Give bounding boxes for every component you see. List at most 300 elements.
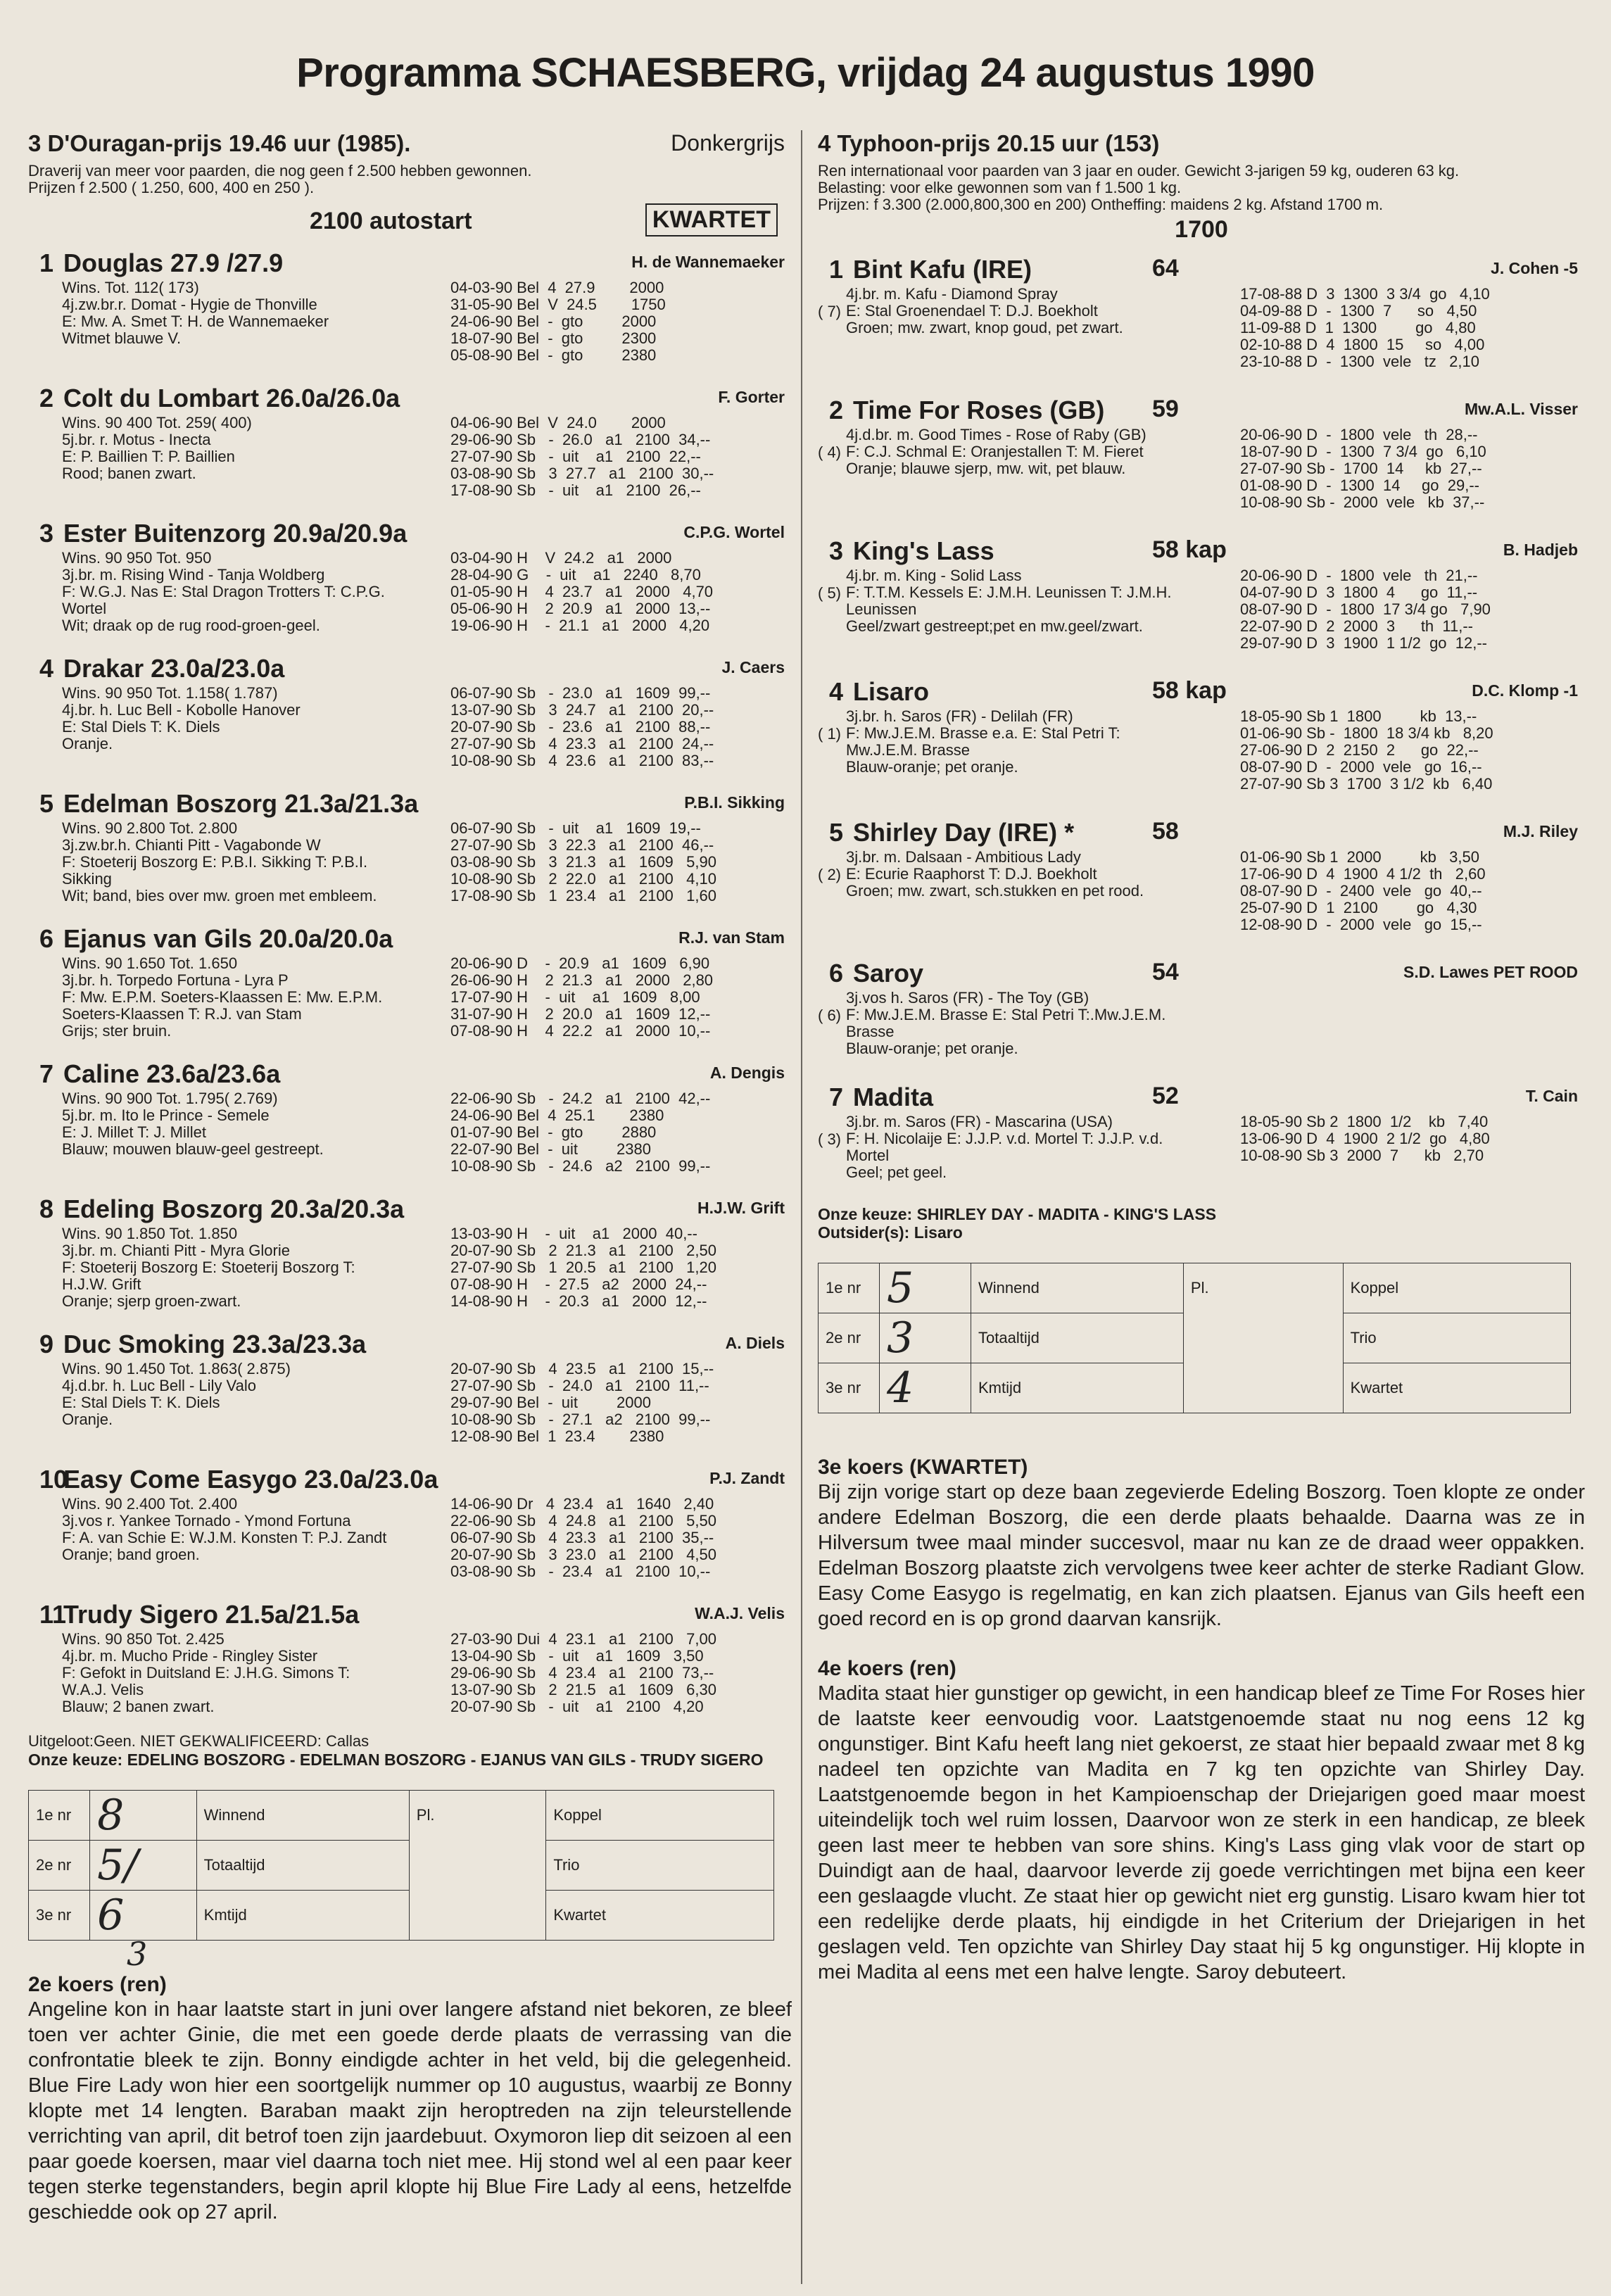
extra-handwritten: 3 [127, 1935, 148, 1973]
horse-trainer: A. Dengis [709, 1064, 785, 1082]
info-line: Grijs; ster bruin. [62, 1023, 172, 1040]
info-line: Wins. 90 900 Tot. 1.795( 2.769) [62, 1090, 278, 1107]
totaaltijd-label: Totaaltijd [196, 1841, 409, 1891]
result-line: 06-07-90 Sb 4 23.3 a1 2100 35,-- [450, 1529, 714, 1546]
koers3-heading: 3e koers (KWARTET) [818, 1456, 1028, 1479]
race4-heading [818, 130, 1585, 163]
info-line: Wit; draak op de rug rood-groen-geel. [62, 617, 320, 634]
result-line: 14-08-90 H - 20.3 a1 2000 12,-- [450, 1292, 707, 1310]
horse-weight: 52 [1152, 1083, 1179, 1109]
info-line: F: W.G.J. Nas E: Stal Dragon Trotters T: C.P.G. [62, 584, 385, 600]
koers2-heading: 2e koers (ren) [28, 1973, 167, 1996]
horse-trainer: H.J.W. Grift [697, 1199, 785, 1217]
page-title: Programma SCHAESBERG, vrijdag 24 augustus 1990 [296, 50, 1315, 96]
horse-number: 6 [829, 959, 844, 988]
result-line: 18-05-90 Sb 2 1800 1/2 kb 7,40 [1240, 1113, 1489, 1130]
result-line: 20-07-90 Sb 3 23.0 a1 2100 4,50 [450, 1546, 716, 1563]
result-line: 03-08-90 Sb 3 21.3 a1 1609 5,90 [450, 853, 716, 871]
result-line: 27-03-90 Dui 4 23.1 a1 2100 7,00 [450, 1630, 716, 1648]
horse-results [450, 1225, 716, 1310]
horse-results [450, 550, 713, 634]
horse-info [818, 567, 1268, 635]
horse-name: Duc Smoking 23.3a/23.3a [63, 1330, 367, 1358]
horse-info [28, 955, 484, 1040]
horse-entry [28, 1059, 792, 1183]
result-line: 01-08-90 D - 1300 14 go 29,-- [1240, 477, 1479, 494]
result-line: 27-07-90 Sb - 1700 14 kb 27,-- [1240, 460, 1482, 477]
horse-info [28, 1496, 484, 1563]
result-line: 25-07-90 D 1 2100 go 4,30 [1240, 899, 1477, 916]
result-line: 08-07-90 D - 1800 17 3/4 go 7,90 [1240, 600, 1491, 618]
result-line: 06-07-90 Sb - 23.0 a1 1609 99,-- [450, 684, 711, 702]
horse-info [28, 820, 484, 904]
info-line: Blauw; mouwen blauw-geel gestreept. [62, 1141, 324, 1158]
row3-label: 3e nr [29, 1891, 90, 1941]
info-line: E: Stal Diels T: K. Diels [62, 1394, 220, 1411]
horse-trainer: H. de Wannemaeker [631, 253, 785, 271]
horse-number: 5 [829, 818, 844, 847]
horse-name: Easy Come Easygo 23.0a/23.0a [63, 1465, 438, 1494]
info-line: 4j.br. h. Luc Bell - Kobolle Hanover [62, 702, 301, 719]
info-line: Wins. 90 950 Tot. 950 [62, 550, 212, 567]
horse-results [450, 820, 716, 904]
horse-entry [818, 255, 1585, 384]
row1-handwritten: 8 [90, 1791, 197, 1841]
horse-weight: 54 [1152, 959, 1179, 985]
info-line: E: Mw. A. Smet T: H. de Wannemaeker [62, 313, 329, 330]
result-line: 05-08-90 Bel - gto 2380 [450, 346, 657, 364]
horse-trainer: T. Cain [1525, 1087, 1578, 1105]
horse-trainer: P.J. Zandt [709, 1469, 785, 1487]
info-line: 5j.br. m. Ito le Prince - Semele [62, 1107, 270, 1124]
right-column [818, 130, 1585, 1985]
horse-number: 3 [39, 519, 54, 548]
result-line: 22-06-90 Sb 4 24.8 a1 2100 5,50 [450, 1512, 716, 1529]
horse-entry [28, 1330, 792, 1453]
info-line: Groen; mw. zwart, sch.stukken en pet rood. [846, 883, 1144, 900]
horse-info [818, 1114, 1268, 1181]
info-line: 4j.d.br. m. Good Times - Rose of Raby (GB) [846, 427, 1146, 443]
result-line: 27-07-90 Sb 1 20.5 a1 2100 1,20 [450, 1259, 716, 1276]
info-line: 4j.br. m. Kafu - Diamond Spray [846, 286, 1058, 303]
horse-info [28, 279, 484, 347]
result-line: 27-07-90 Sb 3 1700 3 1/2 kb 6,40 [1240, 775, 1493, 793]
info-line: F: T.T.M. Kessels E: J.M.H. Leunissen T: J.M.H. [846, 584, 1172, 601]
result-line: 04-09-88 D - 1300 7 so 4,50 [1240, 302, 1477, 320]
race4-keuze [818, 1205, 1585, 1242]
result-line: 29-07-90 Bel - uit 2000 [450, 1394, 651, 1411]
horse-trainer: F. Gorter [718, 388, 785, 406]
horse-info [28, 1361, 484, 1428]
row2-label: 2e nr [29, 1841, 90, 1891]
info-line: Oranje; band groen. [62, 1546, 200, 1563]
race3-distance: 2100 autostart [310, 208, 472, 234]
result-line: 08-07-90 D - 2400 vele go 40,-- [1240, 882, 1482, 900]
info-line: Wins. 90 1.850 Tot. 1.850 [62, 1225, 238, 1242]
result-line: 31-05-90 Bel V 24.5 1750 [450, 296, 666, 313]
info-line: Rood; banen zwart. [62, 465, 196, 482]
info-line: F: Stoeterij Boszorg E: Stoeterij Boszorg T: [62, 1259, 355, 1276]
koers4-text: Madita staat hier gunstiger op gewicht, in een handicap bleef ze Time For Roses hier de laatste keer eenvoudig voor. Laatstgenoemde staat nu nog eens 12 kg ongunstiger. Bint Kafu heeft lang niet gekoerst, ze staat hier bepaald zwaar met 8 kg nadeel ten opzichte van Madita en 7 kg ten opzichte van Shirley Day. Laatstgenoemde begon in het Kampioenschap der Driejarigen goed maar moest uiteindelijk toch wel ruim lossen, Daarvoor won ze sterk in een handicap, ze bleek geen last meer te hebben van sore shins. King's Lass ging vlak voor de start op Duindigt aan de haal, daarvoor leverde zij goede verrichtingen met bijna een keer een geslaagde vlucht. Ze staat hier op gewicht niet erg gunstig. Lisaro kwam hier tot een redelijke derde plaats, hij eindigde in het Criterium der Driejarigen in het geslagen veld. Ten opzichte van Shirley Day staat hij 5 kg ongunstiger. Hij klopte in mei Madita al eens met een halve lengte. Saroy debuteert. [818, 1682, 1585, 1983]
horse-entry [28, 1194, 792, 1318]
horse-weight: 64 [1152, 255, 1179, 282]
info-line: F: Mw.J.E.M. Brasse e.a. E: Stal Petri T: [846, 725, 1120, 742]
result-line: 27-06-90 D 2 2150 2 go 22,-- [1240, 741, 1479, 759]
result-line: 10-08-90 Sb 4 23.6 a1 2100 83,-- [450, 752, 714, 769]
totaaltijd-label: Totaaltijd [971, 1313, 1184, 1363]
race4-outsider: Outsider(s): Lisaro [818, 1223, 963, 1242]
race3-desc-line2: Prijzen f 2.500 ( 1.250, 600, 400 en 250 ). [28, 179, 315, 196]
info-line: 5j.br. r. Motus - Inecta [62, 431, 211, 448]
horse-name: Edeling Boszorg 20.3a/20.3a [63, 1194, 405, 1223]
info-line: F: Gefokt in Duitsland E: J.H.G. Simons T: [62, 1665, 350, 1682]
horse-entry [28, 789, 792, 913]
horse-results [1240, 286, 1490, 370]
starting-number: ( 6) [818, 1007, 841, 1024]
info-line: Brasse [846, 1023, 895, 1040]
horse-info [818, 990, 1268, 1057]
race3-desc [28, 163, 792, 196]
horse-info [28, 550, 484, 634]
info-line: Wins. Tot. 112( 173) [62, 279, 199, 296]
result-line: 17-06-90 D 4 1900 4 1/2 th 2,60 [1240, 865, 1486, 883]
horse-weight: 59 [1152, 396, 1179, 422]
horse-number: 4 [829, 677, 844, 706]
horse-results [450, 1631, 716, 1715]
horse-entry [28, 1600, 792, 1724]
winnend-label: Winnend [971, 1263, 1184, 1313]
info-line: Wit; band, bies over mw. groen met embleem. [62, 888, 377, 904]
race4-desc-line2: Belasting: voor elke gewonnen som van f 1.500 1 kg. [818, 179, 1182, 196]
result-line: 04-03-90 Bel 4 27.9 2000 [450, 279, 664, 296]
horse-trainer: M.J. Riley [1503, 822, 1578, 840]
horse-weight: 58 [1152, 818, 1179, 845]
horse-number: 7 [39, 1059, 54, 1088]
info-line: Wins. 90 950 Tot. 1.158( 1.787) [62, 685, 278, 702]
result-line: 10-08-90 Sb 3 2000 7 kb 2,70 [1240, 1147, 1484, 1164]
result-line: 05-06-90 H 2 20.9 a1 2000 13,-- [450, 600, 711, 617]
horse-number: 3 [829, 536, 844, 565]
kwartet-label: Kwartet [546, 1891, 774, 1941]
info-line: F: C.J. Schmal E: Oranjestallen T: M. Fieret [846, 443, 1144, 460]
starting-number: ( 3) [818, 1130, 841, 1148]
result-line: 07-08-90 H - 27.5 a2 2000 24,-- [450, 1275, 707, 1293]
horse-name: Edelman Boszorg 21.3a/21.3a [63, 789, 419, 818]
info-line: Blauw-oranje; pet oranje. [846, 1040, 1018, 1057]
result-line: 03-08-90 Sb - 23.4 a1 2100 10,-- [450, 1563, 711, 1580]
horse-trainer: D.C. Klomp -1 [1472, 681, 1578, 700]
race4-desc-line3: Prijzen: f 3.300 (2.000,800,300 en 200) Ontheffing: maidens 2 kg. Afstand 1700 m. [818, 196, 1384, 213]
horse-results [450, 279, 666, 364]
horse-results [1240, 1114, 1490, 1164]
info-line: Wins. 90 400 Tot. 259( 400) [62, 415, 252, 431]
horse-name: King's Lass [853, 536, 994, 565]
result-line: 20-06-90 D - 1800 vele th 28,-- [1240, 426, 1478, 443]
result-line: 20-07-90 Sb 4 23.5 a1 2100 15,-- [450, 1360, 714, 1377]
result-line: 27-07-90 Sb - 24.0 a1 2100 11,-- [450, 1377, 709, 1394]
race3-horse-list [28, 248, 792, 1724]
horse-name: Time For Roses (GB) [853, 396, 1105, 424]
info-line: F: Mw. E.P.M. Soeters-Klaassen E: Mw. E.P.M. [62, 989, 383, 1006]
info-line: 3j.zw.br.h. Chianti Pitt - Vagabonde W [62, 837, 321, 854]
result-line: 19-06-90 H - 21.1 a1 2000 4,20 [450, 617, 710, 634]
info-line: 3j.br. m. Chianti Pitt - Myra Glorie [62, 1242, 290, 1259]
horse-trainer: P.B.I. Sikking [684, 793, 785, 812]
info-line: Geel; pet geel. [846, 1164, 947, 1181]
info-line: F: Stoeterij Boszorg E: P.B.I. Sikking T: P.B.I. [62, 854, 368, 871]
result-line: 03-08-90 Sb 3 27.7 a1 2100 30,-- [450, 465, 714, 482]
info-line: 3j.br. h. Torpedo Fortuna - Lyra P [62, 972, 289, 989]
info-line: Wins. 90 2.800 Tot. 2.800 [62, 820, 238, 837]
result-line: 20-06-90 D - 1800 vele th 21,-- [1240, 567, 1478, 584]
horse-info [818, 427, 1268, 477]
info-line: Witmet blauwe V. [62, 330, 182, 347]
race3-title: 3 D'Ouragan-prijs 19.46 uur (1985). [28, 130, 411, 156]
pl-label: Pl. [1183, 1263, 1343, 1413]
info-line: 4j.br. m. King - Solid Lass [846, 567, 1022, 584]
result-line: 18-07-90 D - 1300 7 3/4 go 6,10 [1240, 443, 1486, 460]
row1-label: 1e nr [819, 1263, 880, 1313]
info-line: Groen; mw. zwart, knop goud, pet zwart. [846, 320, 1123, 336]
horse-trainer: J. Cohen -5 [1491, 259, 1578, 277]
horse-number: 1 [39, 248, 54, 277]
result-line: 13-04-90 Sb - uit a1 1609 3,50 [450, 1647, 704, 1665]
horse-entry [28, 924, 792, 1048]
info-line: F: A. van Schie E: W.J.M. Konsten T: P.J. Zandt [62, 1529, 387, 1546]
result-line: 10-08-90 Sb - 27.1 a2 2100 99,-- [450, 1411, 711, 1428]
result-line: 14-06-90 Dr 4 23.4 a1 1640 2,40 [450, 1495, 714, 1513]
info-line: Leunissen [846, 601, 917, 618]
horse-trainer: C.P.G. Wortel [683, 523, 785, 541]
koppel-label: Koppel [1343, 1263, 1570, 1313]
result-line: 29-06-90 Sb 4 23.4 a1 2100 73,-- [450, 1664, 714, 1682]
race3-bet-table [28, 1790, 774, 1941]
horse-name: Drakar 23.0a/23.0a [63, 654, 285, 683]
result-line: 03-04-90 H V 24.2 a1 2000 [450, 549, 672, 567]
result-line: 24-06-90 Bel 4 25.1 2380 [450, 1106, 664, 1124]
horse-entry [818, 677, 1585, 807]
info-line: 3j.br. m. Dalsaan - Ambitious Lady [846, 849, 1081, 866]
info-line: Mortel [846, 1147, 890, 1164]
result-line: 27-07-90 Sb - uit a1 2100 22,-- [450, 448, 701, 465]
result-line: 20-07-90 Sb - 23.6 a1 2100 88,-- [450, 718, 711, 736]
horse-name: Trudy Sigero 21.5a/21.5a [63, 1600, 360, 1629]
info-line: E: Stal Diels T: K. Diels [62, 719, 220, 736]
result-line: 13-07-90 Sb 2 21.5 a1 1609 6,30 [450, 1681, 716, 1698]
result-line: 13-03-90 H - uit a1 2000 40,-- [450, 1225, 697, 1242]
result-line: 17-07-90 H - uit a1 1609 8,00 [450, 988, 700, 1006]
horse-number: 7 [829, 1083, 844, 1111]
starting-number: ( 2) [818, 866, 841, 883]
horse-entry [818, 536, 1585, 666]
horse-trainer: B. Hadjeb [1503, 541, 1578, 559]
result-line: 22-06-90 Sb - 24.2 a1 2100 42,-- [450, 1090, 711, 1107]
info-line: 4j.br. m. Mucho Pride - Ringley Sister [62, 1648, 318, 1665]
info-line: E: J. Millet T: J. Millet [62, 1124, 206, 1141]
race3-bet-type: KWARTET [645, 203, 778, 236]
result-line: 02-10-88 D 4 1800 15 so 4,00 [1240, 336, 1485, 353]
result-line: 07-08-90 H 4 22.2 a1 2000 10,-- [450, 1022, 711, 1040]
horse-body [818, 959, 1585, 1057]
race4-distance: 1700 [1175, 216, 1228, 243]
horse-results [1240, 708, 1493, 793]
horse-results [450, 1090, 710, 1175]
result-line: 10-08-90 Sb 2 22.0 a1 2100 4,10 [450, 870, 716, 888]
info-line: Wins. 90 1.450 Tot. 1.863( 2.875) [62, 1361, 291, 1377]
info-line: E: Stal Groenendael T: D.J. Boekholt [846, 303, 1098, 320]
info-line: Sikking [62, 871, 112, 888]
result-line: 27-07-90 Sb 4 23.3 a1 2100 24,-- [450, 735, 714, 752]
horse-number: 4 [39, 654, 54, 683]
race4-bet-table [818, 1263, 1571, 1413]
horse-results [450, 1361, 714, 1445]
starting-number: ( 5) [818, 584, 841, 602]
horse-results [450, 415, 714, 499]
horse-info [28, 1225, 484, 1310]
info-line: Geel/zwart gestreept;pet en mw.geel/zwart. [846, 618, 1143, 635]
result-line: 20-06-90 D - 20.9 a1 1609 6,90 [450, 954, 710, 972]
left-column [28, 130, 792, 2225]
horse-name: Ejanus van Gils 20.0a/20.0a [63, 924, 393, 953]
horse-info [818, 708, 1268, 776]
result-line: 01-05-90 H 4 23.7 a1 2000 4,70 [450, 583, 714, 600]
result-line: 29-06-90 Sb - 26.0 a1 2100 34,-- [450, 431, 711, 448]
info-line: W.A.J. Velis [62, 1682, 144, 1698]
horse-name: Shirley Day (IRE) * [853, 818, 1075, 847]
kmtijd-label: Kmtijd [196, 1891, 409, 1941]
horse-number: 2 [829, 396, 844, 424]
result-line: 04-06-90 Bel V 24.0 2000 [450, 414, 666, 431]
horse-number: 11 [39, 1600, 67, 1629]
row3-handwritten: 4 [880, 1363, 971, 1413]
horse-name: Caline 23.6a/23.6a [63, 1059, 281, 1088]
horse-number: 5 [39, 789, 54, 818]
horse-name: Saroy [853, 959, 924, 988]
result-line: 10-08-90 Sb - 2000 vele kb 37,-- [1240, 493, 1485, 511]
info-line: E: P. Baillien T: P. Baillien [62, 448, 235, 465]
race4-desc-line1: Ren internationaal voor paarden van 3 jaar en ouder. Gewicht 3-jarigen 59 kg, ouderen 63 kg. [818, 162, 1460, 179]
row3-handwritten: 6 [90, 1891, 197, 1941]
horse-name: Ester Buitenzorg 20.9a/20.9a [63, 519, 408, 548]
result-line: 04-07-90 D 3 1800 4 go 11,-- [1240, 584, 1478, 601]
horse-name: Colt du Lombart 26.0a/26.0a [63, 384, 400, 412]
horse-info [818, 849, 1268, 900]
horse-trainer: W.A.J. Velis [695, 1604, 785, 1622]
horse-entry [28, 1465, 792, 1589]
horse-entry [818, 959, 1585, 1071]
result-line: 17-08-90 Sb 1 23.4 a1 2100 1,60 [450, 887, 716, 904]
info-line: 3j.br. m. Rising Wind - Tanja Woldberg [62, 567, 325, 584]
row2-handwritten: 5/ [90, 1841, 197, 1891]
result-line: 01-06-90 Sb 1 2000 kb 3,50 [1240, 848, 1480, 866]
kmtijd-label: Kmtijd [971, 1363, 1184, 1413]
result-line: 18-07-90 Bel - gto 2300 [450, 329, 657, 347]
result-line: 28-04-90 G - uit a1 2240 8,70 [450, 566, 701, 584]
horse-trainer: S.D. Lawes PET ROOD [1403, 963, 1578, 981]
info-line: Oranje. [62, 1411, 113, 1428]
race4-horse-list [818, 255, 1585, 1195]
result-line: 01-06-90 Sb - 1800 18 3/4 kb 8,20 [1240, 724, 1493, 742]
horse-results [450, 955, 713, 1040]
race3-color: Donkergrijs [671, 130, 785, 156]
horse-entry [28, 654, 792, 778]
horse-results [1240, 427, 1486, 511]
result-line: 17-08-88 D 3 1300 3 3/4 go 4,10 [1240, 285, 1490, 303]
starting-number: ( 4) [818, 443, 841, 461]
info-line: Blauw; 2 banen zwart. [62, 1698, 215, 1715]
horse-number: 8 [39, 1194, 54, 1223]
koppel-label: Koppel [546, 1791, 774, 1841]
race3-uitgeloot: Uitgeloot:Geen. NIET GEKWALIFICEERD: Callas [28, 1732, 369, 1750]
horse-info [818, 286, 1268, 336]
result-line: 27-07-90 Sb 3 22.3 a1 2100 46,-- [450, 836, 714, 854]
horse-number: 10 [39, 1465, 68, 1494]
info-line: Oranje; blauwe sjerp, mw. wit, pet blauw. [846, 460, 1126, 477]
result-line: 24-06-90 Bel - gto 2000 [450, 313, 657, 330]
koers2-text: Angeline kon in haar laatste start in juni over langere afstand niet bekoren, ze bleef toen ver achter Ginie, die met een goede derde plaats de verrassing van die confrontatie bleek te zijn. Bonny eindigde achter in het veld, bij die gelegenheid. Blue Fire Lady won hier een soortgelijk nummer op 10 augustus, waarbij ze Bonny klopte met 14 lengten. Baraban maakt zijn heroptreden na zijn teleurstellende verrichting van april, dit betrof toen zijn jaardebuut. Oxymoron liep dit seizoen al een paar goede koersen, maar viel daarna toch niet mee. Hij stond wel al een paar keer tegen sterke tegenstanders, begin april klopte hij Blue Fire Lady al eens, hetzelfde geschiedde ook op 27 april. [28, 1998, 792, 2224]
result-line: 29-07-90 D 3 1900 1 1/2 go 12,-- [1240, 634, 1488, 652]
horse-name: Douglas 27.9 /27.9 [63, 248, 284, 277]
info-line: Mw.J.E.M. Brasse [846, 742, 971, 759]
result-line: 08-07-90 D - 2000 vele go 16,-- [1240, 758, 1482, 776]
horse-info [28, 685, 484, 752]
column-divider [801, 130, 802, 2284]
row1-handwritten: 5 [880, 1263, 971, 1313]
horse-info [28, 1631, 484, 1715]
horse-entry [28, 384, 792, 507]
info-line: 3j.br. h. Saros (FR) - Delilah (FR) [846, 708, 1073, 725]
trio-label: Trio [546, 1841, 774, 1891]
race4-desc [818, 163, 1585, 213]
horse-trainer: R.J. van Stam [678, 928, 785, 947]
starting-number: ( 1) [818, 725, 841, 743]
info-line: Wins. 90 2.400 Tot. 2.400 [62, 1496, 238, 1513]
result-line: 20-07-90 Sb - uit a1 2100 4,20 [450, 1698, 704, 1715]
horse-entry [28, 519, 792, 643]
info-line: 4j.d.br. h. Luc Bell - Lily Valo [62, 1377, 256, 1394]
result-line: 01-07-90 Bel - gto 2880 [450, 1123, 657, 1141]
result-line: 10-08-90 Sb - 24.6 a2 2100 99,-- [450, 1157, 711, 1175]
trio-label: Trio [1343, 1313, 1570, 1363]
koers3-text: Bij zijn vorige start op deze baan zegevierde Edeling Boszorg. Toen klopte ze onder andere Edelman Boszorg, die een derde plaats behaalde. Daarna was ze in Hilversum twee maal minder succesvol, maar nu kan ze de draad weer oppakken. Edelman Boszorg plaatste zich vervolgens twee keer achter de sterke Radiant Glow. Easy Come Easygo is regelmatig, en kan zich plaatsen. Ejanus van Gils heeft een goed record en is op grond daarvan kansrijk. [818, 1481, 1585, 1630]
info-line: 4j.zw.br.r. Domat - Hygie de Thonville [62, 296, 317, 313]
horse-number: 6 [39, 924, 54, 953]
result-line: 12-08-90 Bel 1 23.4 2380 [450, 1427, 664, 1445]
race3-meta [28, 201, 792, 237]
race4-title: 4 Typhoon-prijs 20.15 uur (153) [818, 130, 1160, 156]
result-line: 23-10-88 D - 1300 vele tz 2,10 [1240, 353, 1479, 370]
horse-trainer: J. Caers [721, 658, 785, 676]
horse-entry [28, 248, 792, 372]
info-line: 3j.vos r. Yankee Tornado - Ymond Fortuna [62, 1513, 351, 1529]
row1-label: 1e nr [29, 1791, 90, 1841]
info-line: Oranje. [62, 736, 113, 752]
horse-name: Lisaro [853, 677, 930, 706]
result-line: 22-07-90 Bel - uit 2380 [450, 1140, 651, 1158]
info-line: F: Mw.J.E.M. Brasse E: Stal Petri T:.Mw.J.E.M. [846, 1007, 1166, 1023]
result-line: 13-06-90 D 4 1900 2 1/2 go 4,80 [1240, 1130, 1490, 1147]
winnend-label: Winnend [196, 1791, 409, 1841]
horse-entry [818, 1083, 1585, 1195]
starting-number: ( 7) [818, 303, 841, 320]
row2-handwritten: 3 [880, 1313, 971, 1363]
horse-results [450, 685, 714, 769]
result-line: 20-07-90 Sb 2 21.3 a1 2100 2,50 [450, 1242, 716, 1259]
horse-number: 2 [39, 384, 54, 412]
horse-trainer: A. Diels [725, 1334, 785, 1352]
horse-weight: 58 kap [1152, 677, 1227, 704]
horse-entry [818, 396, 1585, 525]
